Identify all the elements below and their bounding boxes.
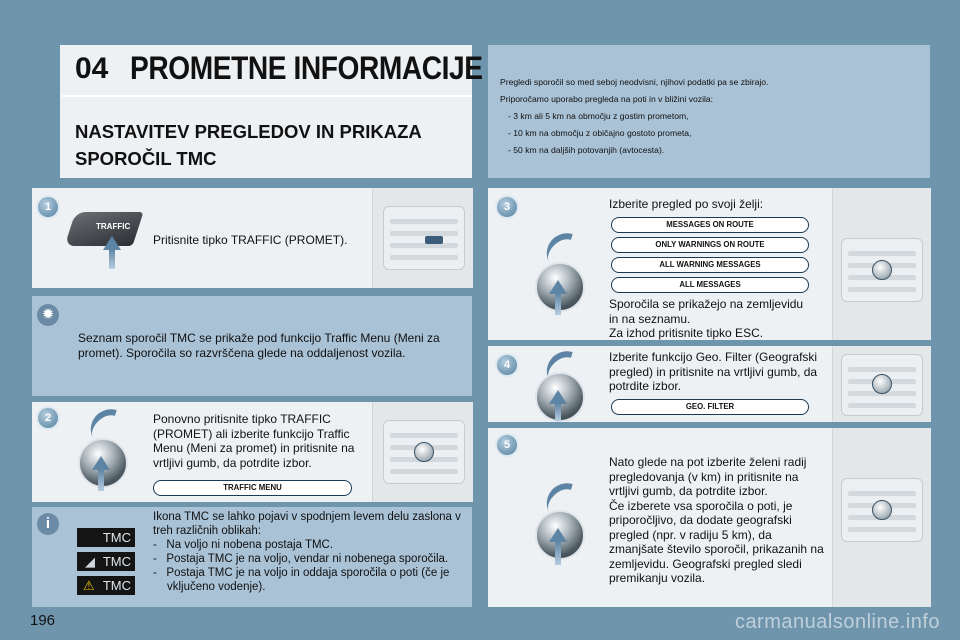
tmc-icon-station-no-messages: ◢ TMC xyxy=(77,552,135,571)
page-number: 196 xyxy=(30,612,56,629)
press-arrow-icon xyxy=(549,280,567,294)
intro-text xyxy=(500,74,920,159)
intro-list xyxy=(500,108,920,159)
step5-number: 5 xyxy=(497,435,517,455)
watermark: carmanualsonline.info xyxy=(734,611,940,633)
tmc-icon-station-with-messages: ⚠ TMC xyxy=(77,576,135,595)
knob-highlight-icon xyxy=(872,500,892,520)
section-title-line2: SPOROČIL TMC xyxy=(75,148,217,169)
press-arrow-icon xyxy=(549,390,567,404)
title-underline xyxy=(62,95,472,97)
step5-text1: Nato glede na pot izberite želeni radij pregledovanja (v km) in pritisnite na vrtljivi gumb, da potrdite izbor. xyxy=(609,455,807,498)
step3-heading: Izberite pregled po svoji želji: xyxy=(609,197,764,211)
intro-line1: Pregledi sporočil so med seboj neodvisni, njihovi podatki pa se zbirajo. xyxy=(500,77,769,87)
section-title-line1: NASTAVITEV PREGLEDOV IN PRIKAZA xyxy=(75,121,422,142)
step4-device-image xyxy=(832,346,931,422)
option-messages-on-route[interactable]: MESSAGES ON ROUTE xyxy=(611,217,809,233)
info-item: - Na voljo ni nobena postaja TMC. xyxy=(153,539,334,551)
info-icon: i xyxy=(37,513,59,535)
press-arrow-icon xyxy=(549,528,567,542)
press-arrow-icon xyxy=(92,456,110,470)
option-all-messages[interactable]: ALL MESSAGES xyxy=(611,277,809,293)
info-item: - Postaja TMC je na voljo in oddaja sporočila o poti (če je vključeno vodenje). xyxy=(153,567,450,593)
step1-device-image xyxy=(372,188,473,288)
intro-item: - 50 km na daljših potovanjih (avtocesta). xyxy=(500,142,920,159)
traffic-button-label: TRAFFIC xyxy=(96,222,131,231)
step1-text: Pritisnite tipko TRAFFIC (PROMET). xyxy=(153,233,348,247)
intro-item: - 10 km na območju z običajno gostoto prometa, xyxy=(500,125,920,142)
knob-highlight-icon xyxy=(872,260,892,280)
intro-line2: Priporočamo uporabo pregleda na poti in v bližini vozila: xyxy=(500,94,714,104)
chapter-number: 04 xyxy=(75,52,109,85)
step2-device-image xyxy=(372,402,473,502)
press-arrow-stem xyxy=(98,469,104,491)
option-all-warning-messages[interactable]: ALL WARNING MESSAGES xyxy=(611,257,809,273)
step1-number: 1 xyxy=(38,197,58,217)
lightbulb-icon: ✹ xyxy=(37,304,59,326)
press-arrow-stem xyxy=(555,541,561,565)
step3-result-text xyxy=(609,297,829,341)
step3-line1: Sporočila se prikažejo na zemljevidu xyxy=(609,297,804,311)
step3-line3: Za izhod pritisnite tipko ESC. xyxy=(609,326,764,340)
knob-highlight-icon xyxy=(872,374,892,394)
step3-number: 3 xyxy=(497,197,517,217)
traffic-menu-option[interactable]: TRAFFIC MENU xyxy=(153,480,352,496)
intro-item: - 3 km ali 5 km na območju z gostim prometom, xyxy=(500,108,920,125)
knob-highlight-icon xyxy=(414,442,434,462)
info-intro: Ikona TMC se lahko pojavi v spodnjem levem delu zaslona v treh različnih oblikah: xyxy=(153,511,461,537)
info-item: - Postaja TMC je na voljo, vendar ni nobenega sporočila. xyxy=(153,553,449,565)
press-arrow-stem xyxy=(555,293,561,315)
tip-text: Seznam sporočil TMC se prikaže pod funkcijo Traffic Menu (Meni za promet). Sporočila so razvrščena glede na oddaljenost vozila. xyxy=(78,331,440,360)
info-text xyxy=(153,510,468,594)
step3-device-image xyxy=(832,188,931,340)
section-title xyxy=(75,118,465,172)
chapter-title: PROMETNE INFORMACIJE xyxy=(130,50,483,86)
geo-filter-option[interactable]: GEO. FILTER xyxy=(611,399,809,415)
traffic-key-highlight xyxy=(425,236,443,244)
radio-panel-icon xyxy=(383,206,465,270)
step4-number: 4 xyxy=(497,355,517,375)
press-arrow-stem xyxy=(555,403,561,421)
step2-number: 2 xyxy=(38,408,58,428)
step4-text: Izberite funkcijo Geo. Filter (Geografski pregled) in pritisnite na vrtljivi gumb, da potrdite izbor. xyxy=(609,350,818,393)
press-arrow-stem xyxy=(109,249,115,269)
step2-text: Ponovno pritisnite tipko TRAFFIC (PROMET) ali izberite funkcijo Traffic Menu (Meni za promet) in pritisnite na vrtljivi gumb, da potrdite izbor. xyxy=(153,412,355,470)
step5-text xyxy=(609,455,827,586)
press-arrow-icon xyxy=(103,236,121,250)
tmc-icon-no-station: TMC xyxy=(77,528,135,547)
option-only-warnings-on-route[interactable]: ONLY WARNINGS ON ROUTE xyxy=(611,237,809,253)
step3-line2: in na seznamu. xyxy=(609,311,691,326)
step5-text2: Če izberete vsa sporočila o poti, je priporočljivo, da dodate geografski pregled (npr. v radiju 5 km), da zmanjšate število sporočil, prikazanih na zemljevidu. Geografski pregled sledi premikanju vozila. xyxy=(609,498,824,585)
step5-device-image xyxy=(832,428,931,607)
